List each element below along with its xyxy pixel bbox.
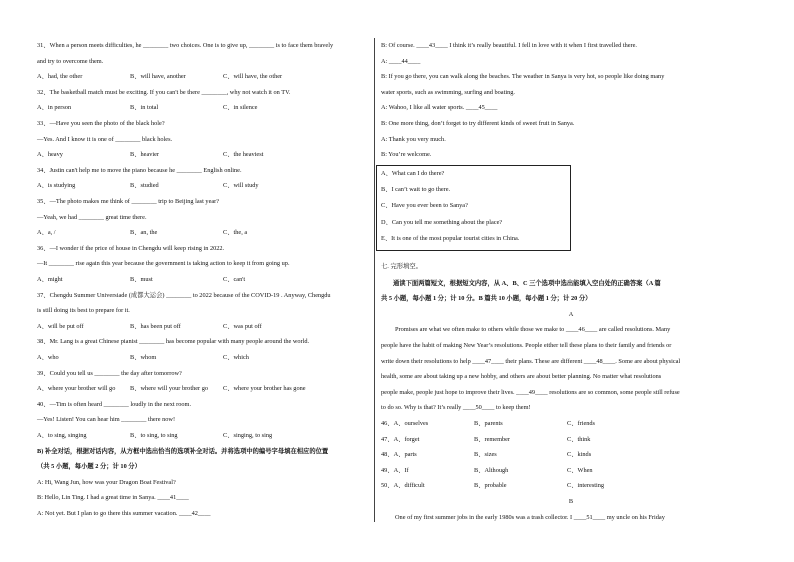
cloze-47-options-c: C、think	[567, 435, 591, 443]
passage-a-line-5: to do so. Why is that? It’s really ____50____ to keep them!	[381, 404, 531, 412]
question-32-options-b: B、in total	[130, 104, 159, 112]
question-31-options-b: B、will have, another	[130, 73, 186, 81]
right-dialog-line-3: water sports, such as swimming, surfing and boating.	[381, 88, 515, 96]
question-31-options-c: C、will have, the other	[223, 73, 283, 81]
box-option-d: D、Can you tell me something about the place?	[381, 218, 503, 226]
box-option-e: E、It is one of the most popular tourist cities in China.	[381, 234, 520, 242]
question-39-stem-0: 39、Could you tell us ________ the day after tomorrow?	[37, 369, 182, 377]
right-dialog-line-2: B: If you go there, you can walk along the beaches. The weather in Sanya is very hot, so people like doing many	[381, 73, 665, 81]
passage-a-line-1: people have the habit of making New Year’s resolutions. People either tell these plans to their family and friends or	[381, 342, 672, 349]
cloze-50-options-b: B、probable	[474, 482, 507, 490]
question-37-options-b: B、has been put off	[130, 322, 181, 330]
cloze-46-options-a: 46、A、ourselves	[381, 420, 429, 427]
question-36-options-b: B、must	[130, 276, 153, 283]
passage-a-label: A	[568, 310, 574, 318]
question-36-options-c: C、can't	[223, 276, 246, 283]
question-37-options-c: C、was put off	[223, 322, 262, 330]
section-7-instructions-1: 共 5 小题，每小题 1 分；计 10 分。B 篇共 10 小题，每小题 1 分；计 20 分）	[381, 295, 592, 303]
passage-b-line-0: One of my first summer jobs in the early 1980s was a trash collector. I ____51____ my uncle on his Friday	[395, 513, 665, 521]
question-39-options-a: A、where your brother will go	[37, 385, 116, 393]
question-32-stem-0: 32、The basketball match must be exciting. If you can't be there ________, why not watch it on TV.	[37, 88, 291, 96]
passage-a-line-3: health, some are about taking up a new hobby, and others are about better planning. No matter what resolutions	[381, 373, 662, 381]
left-dialog-line-0: A: Hi, Wang Jun, how was your Dragon Boat Festival?	[37, 478, 176, 486]
question-34-options-a: A、is studying	[37, 182, 76, 190]
question-33-options-b: B、heavier	[130, 151, 160, 159]
column-divider	[374, 38, 375, 522]
question-34-options-c: C、will study	[223, 182, 259, 190]
right-dialog-line-7: B: You’re welcome.	[381, 151, 432, 159]
question-32-options-a: A、in person	[37, 104, 72, 112]
section-7-instructions-0: 通读下面两篇短文，根据短文内容，从 A、B、C 三个选项中选出能填入空白处的正确答案（A 篇	[393, 279, 661, 287]
cloze-48-options-a: 48、A、parts	[381, 451, 417, 459]
question-33-options-a: A、heavy	[37, 151, 63, 159]
question-35-options-b: B、an, the	[130, 229, 158, 237]
question-40-options-a: A、to sing, singing	[37, 432, 87, 439]
cloze-48-options-b: B、sizes	[474, 451, 497, 459]
left-column	[37, 0, 372, 562]
box-option-c: C、Have you ever been to Sanya?	[381, 202, 468, 210]
question-38-stem-0: 38、Mr. Lang is a great Chinese pianist ________ has become popular with many people around the world.	[37, 338, 310, 346]
right-column	[381, 0, 761, 562]
right-dialog-line-0: B: Of course. ____43____ I think it’s really beautiful. I fell in love with it when I first travelled there.	[381, 42, 638, 49]
question-36-stem-0: 36、—I wonder if the price of house in Chengdu will keep rising in 2022.	[37, 244, 225, 252]
question-39-options-b: B、where will your brother go	[130, 385, 208, 393]
question-38-options-c: C、which	[223, 354, 249, 361]
section-7-title: 七. 完形填空。	[381, 263, 422, 270]
question-35-stem-1: —Yeah, we had ________ great time there.	[37, 213, 147, 221]
question-36-options-a: A、might	[37, 276, 63, 283]
question-37-stem-0: 37、Chengdu Summer Universiade (成都大运会) ________ to 2022 because of the COVID-19 . Anyway, Chengdu	[37, 291, 331, 299]
question-31-stem-1: and try to overcome them.	[37, 57, 104, 65]
right-dialog-line-1: A: ____44____	[381, 57, 421, 65]
cloze-47-options-a: 47、A、forget	[381, 435, 420, 443]
box-option-a: A、What can I do there?	[381, 170, 445, 177]
box-option-b: B、I can’t wait to go there.	[381, 186, 451, 194]
right-dialog-line-4: A: Wahoo, I like all water sports. ____45____	[381, 104, 498, 112]
question-37-stem-1: is still doing its best to prepare for it.	[37, 307, 130, 315]
question-35-options-c: C、the, a	[223, 229, 248, 237]
section-b-heading-0: B) 补全对话，根据对话内容，从方框中选出恰当的选项补全对话。并将选项中的编号字母填在相应的位置	[37, 447, 329, 455]
right-dialog-line-5: B: One more thing, don’t forget to try different kinds of sweet fruit in Sanya.	[381, 120, 575, 127]
cloze-47-options-b: B、remember	[474, 435, 511, 443]
question-40-options-c: C、singing, to sing	[223, 432, 273, 439]
cloze-49-options-c: C、When	[567, 466, 593, 474]
question-38-options-a: A、who	[37, 354, 59, 361]
section-b-heading-1: （共 5 小题，每小题 2 分；计 10 分）	[37, 463, 141, 471]
question-38-options-b: B、whom	[130, 354, 157, 361]
left-dialog-line-2: A: Not yet. But I plan to go there this summer vacation. ____42____	[37, 510, 211, 517]
options-box	[376, 165, 571, 251]
passage-a-line-2: write down their resolutions to help ____47____ their plans. These are different ____48____. Some are about physical	[381, 357, 681, 365]
passage-b-label: B	[568, 498, 574, 505]
cloze-49-options-a: 49、A、If	[381, 466, 409, 474]
cloze-50-options-c: C、interesting	[567, 482, 605, 490]
question-35-options-a: A、a, /	[37, 229, 56, 237]
question-34-stem-0: 34、Justin can't help me to move the piano because he ________ English online.	[37, 166, 242, 174]
right-dialog-line-6: A: Thank you very much.	[381, 135, 446, 143]
question-32-options-c: C、in silence	[223, 104, 258, 112]
question-40-stem-1: —Yes! Listen! You can hear him ________ there now!	[37, 416, 176, 424]
left-dialog-line-1: B: Hello, Lin Ting. I had a great time in Sanya. ____41____	[37, 494, 189, 502]
question-35-stem-0: 35、—The photo makes me think of ________ trip to Beijing last year?	[37, 198, 220, 205]
question-33-stem-0: 33、—Have you seen the photo of the black hole?	[37, 120, 165, 127]
cloze-49-options-b: B、Although	[474, 466, 509, 474]
cloze-48-options-c: C、kinds	[567, 451, 592, 459]
question-31-options-a: A、had, the other	[37, 73, 83, 81]
question-33-options-c: C、the heaviest	[223, 151, 264, 159]
question-34-options-b: B、studied	[130, 182, 159, 190]
question-33-stem-1: —Yes. And I know it is one of ________ black holes.	[37, 135, 173, 143]
question-37-options-a: A、will be put off	[37, 322, 84, 330]
cloze-46-options-c: C、friends	[567, 420, 595, 427]
question-40-stem-0: 40、—Tim is often heard ________ loudly in the next room.	[37, 400, 192, 408]
cloze-50-options-a: 50、A、difficult	[381, 482, 425, 490]
question-36-stem-1: —It ________ rise again this year because the government is taking action to keep it from going up.	[37, 260, 290, 268]
passage-a-line-0: Promises are what we often make to others while those we make to ____46____ are called resolutions. Many	[395, 326, 671, 334]
question-31-stem-0: 31、When a person meets difficulties, he ________ two choices. One is to give up, ________ is to face them bravely	[37, 42, 334, 49]
question-40-options-b: B、to sing, to sing	[130, 432, 178, 439]
cloze-46-options-b: B、parents	[474, 420, 503, 427]
question-39-options-c: C、where your brother has gone	[223, 385, 306, 393]
passage-a-line-4: people make, people just hope to improve their lives. ____49____ resolutions are so common, some people still refuse	[381, 388, 680, 396]
